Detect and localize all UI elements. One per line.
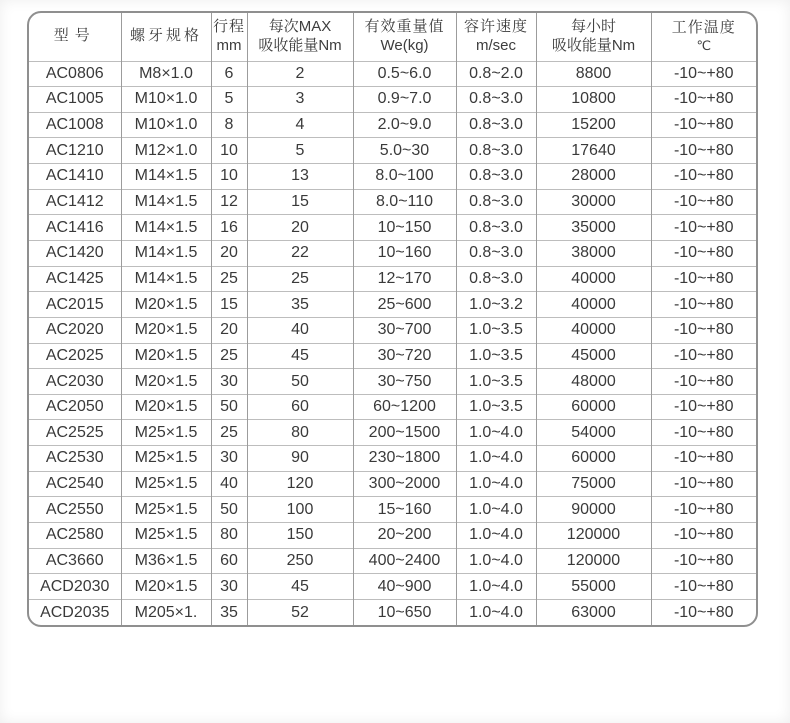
- table-cell: -10~+80: [651, 164, 756, 190]
- table-row: [29, 599, 756, 625]
- table-cell: 1.0~4.0: [456, 523, 536, 549]
- table-cell: 35: [211, 599, 247, 625]
- spec-table-head: [29, 13, 756, 61]
- table-cell: M205×1.: [121, 599, 211, 625]
- table-cell: M25×1.5: [121, 497, 211, 523]
- table-cell: 25: [247, 266, 353, 292]
- table-cell: AC2025: [29, 343, 121, 369]
- table-cell: 1.0~3.5: [456, 394, 536, 420]
- table-cell: AC2540: [29, 471, 121, 497]
- table-cell: 13: [247, 164, 353, 190]
- table-cell: 1.0~4.0: [456, 471, 536, 497]
- column-header-model: [29, 13, 121, 61]
- table-cell: 30: [211, 574, 247, 600]
- table-cell: 1.0~4.0: [456, 497, 536, 523]
- table-cell: 35000: [536, 215, 651, 241]
- table-row: [29, 317, 756, 343]
- table-cell: -10~+80: [651, 420, 756, 446]
- table-cell: 8: [211, 112, 247, 138]
- table-cell: 30~700: [353, 317, 456, 343]
- table-cell: AC0806: [29, 61, 121, 87]
- table-cell: -10~+80: [651, 189, 756, 215]
- table-cell: 40: [211, 471, 247, 497]
- table-cell: -10~+80: [651, 266, 756, 292]
- table-cell: 2: [247, 61, 353, 87]
- table-row: [29, 523, 756, 549]
- table-cell: -10~+80: [651, 574, 756, 600]
- table-cell: 25: [211, 420, 247, 446]
- table-cell: 30: [211, 446, 247, 472]
- table-cell: 30~720: [353, 343, 456, 369]
- table-cell: 54000: [536, 420, 651, 446]
- column-header-thread_spec: [121, 13, 211, 61]
- column-header-line: 容许速度: [463, 18, 528, 35]
- table-cell: M10×1.0: [121, 112, 211, 138]
- table-cell: M10×1.0: [121, 87, 211, 113]
- table-cell: AC1008: [29, 112, 121, 138]
- table-cell: 0.5~6.0: [353, 61, 456, 87]
- table-cell: 60: [247, 394, 353, 420]
- table-cell: 0.8~3.0: [456, 240, 536, 266]
- table-cell: 38000: [536, 240, 651, 266]
- table-cell: 20: [211, 317, 247, 343]
- table-cell: 75000: [536, 471, 651, 497]
- table-row: [29, 497, 756, 523]
- table-cell: 40: [247, 317, 353, 343]
- table-cell: 60000: [536, 394, 651, 420]
- table-cell: -10~+80: [651, 317, 756, 343]
- table-cell: 52: [247, 599, 353, 625]
- table-cell: 10~150: [353, 215, 456, 241]
- table-cell: 45000: [536, 343, 651, 369]
- table-cell: -10~+80: [651, 446, 756, 472]
- table-cell: 50: [211, 394, 247, 420]
- table-cell: 10: [211, 164, 247, 190]
- spec-table: [29, 13, 756, 625]
- column-header-line: ℃: [696, 38, 712, 53]
- column-header-line: 型号: [53, 27, 96, 45]
- table-cell: AC2530: [29, 446, 121, 472]
- table-cell: -10~+80: [651, 292, 756, 318]
- table-cell: 15: [211, 292, 247, 318]
- table-cell: 60~1200: [353, 394, 456, 420]
- table-cell: 45: [247, 343, 353, 369]
- table-cell: 1.0~4.0: [456, 599, 536, 625]
- table-cell: AC2050: [29, 394, 121, 420]
- table-cell: 50: [211, 497, 247, 523]
- table-cell: 1.0~4.0: [456, 420, 536, 446]
- table-cell: 1.0~4.0: [456, 574, 536, 600]
- table-cell: M14×1.5: [121, 189, 211, 215]
- table-row: [29, 292, 756, 318]
- table-cell: AC1005: [29, 87, 121, 113]
- table-cell: 10~650: [353, 599, 456, 625]
- table-cell: -10~+80: [651, 112, 756, 138]
- table-cell: 2.0~9.0: [353, 112, 456, 138]
- table-cell: M12×1.0: [121, 138, 211, 164]
- table-row: [29, 112, 756, 138]
- table-cell: -10~+80: [651, 215, 756, 241]
- table-cell: 5: [211, 87, 247, 113]
- table-cell: 8.0~110: [353, 189, 456, 215]
- table-row: [29, 189, 756, 215]
- table-cell: 12: [211, 189, 247, 215]
- table-cell: M20×1.5: [121, 394, 211, 420]
- table-cell: AC2020: [29, 317, 121, 343]
- table-cell: 80: [211, 523, 247, 549]
- table-cell: AC3660: [29, 548, 121, 574]
- column-header-max_energy_per_cycle_nm: [247, 13, 353, 61]
- table-row: [29, 446, 756, 472]
- table-cell: M14×1.5: [121, 266, 211, 292]
- spec-table-container: [27, 11, 758, 627]
- table-cell: -10~+80: [651, 240, 756, 266]
- table-cell: 120000: [536, 523, 651, 549]
- table-cell: M25×1.5: [121, 523, 211, 549]
- table-row: [29, 240, 756, 266]
- table-cell: M20×1.5: [121, 343, 211, 369]
- table-cell: 1.0~4.0: [456, 446, 536, 472]
- table-cell: AC1425: [29, 266, 121, 292]
- table-cell: 4: [247, 112, 353, 138]
- table-cell: 20~200: [353, 523, 456, 549]
- table-cell: AC2550: [29, 497, 121, 523]
- table-cell: 45: [247, 574, 353, 600]
- table-cell: 28000: [536, 164, 651, 190]
- column-header-energy_per_hour_nm: [536, 13, 651, 61]
- table-cell: 55000: [536, 574, 651, 600]
- table-row: [29, 394, 756, 420]
- table-cell: M14×1.5: [121, 164, 211, 190]
- table-cell: M20×1.5: [121, 369, 211, 395]
- table-cell: 1.0~3.5: [456, 343, 536, 369]
- table-row: [29, 87, 756, 113]
- table-cell: AC1420: [29, 240, 121, 266]
- table-cell: -10~+80: [651, 87, 756, 113]
- table-cell: 20: [211, 240, 247, 266]
- table-cell: 90: [247, 446, 353, 472]
- table-cell: M20×1.5: [121, 574, 211, 600]
- table-cell: 63000: [536, 599, 651, 625]
- column-header-allowable_speed_m_sec: [456, 13, 536, 61]
- table-cell: 22: [247, 240, 353, 266]
- table-cell: 0.8~3.0: [456, 266, 536, 292]
- table-row: [29, 266, 756, 292]
- column-header-line: m/sec: [475, 36, 516, 54]
- column-header-line: 行程: [212, 18, 245, 35]
- table-cell: 1.0~3.5: [456, 317, 536, 343]
- table-cell: 120: [247, 471, 353, 497]
- table-cell: 30000: [536, 189, 651, 215]
- table-cell: 90000: [536, 497, 651, 523]
- table-row: [29, 369, 756, 395]
- table-cell: 3: [247, 87, 353, 113]
- table-cell: 48000: [536, 369, 651, 395]
- table-row: [29, 420, 756, 446]
- table-cell: -10~+80: [651, 471, 756, 497]
- column-header-line: 每次MAX: [268, 18, 332, 35]
- table-cell: 1.0~4.0: [456, 548, 536, 574]
- table-cell: AC1416: [29, 215, 121, 241]
- table-cell: 17640: [536, 138, 651, 164]
- table-row: [29, 138, 756, 164]
- table-cell: 25~600: [353, 292, 456, 318]
- table-cell: 40000: [536, 292, 651, 318]
- table-cell: 1.0~3.2: [456, 292, 536, 318]
- table-cell: 8.0~100: [353, 164, 456, 190]
- table-row: [29, 548, 756, 574]
- table-cell: AC2030: [29, 369, 121, 395]
- table-cell: 25: [211, 266, 247, 292]
- table-cell: 0.9~7.0: [353, 87, 456, 113]
- table-cell: 0.8~3.0: [456, 138, 536, 164]
- table-cell: 50: [247, 369, 353, 395]
- table-cell: 0.8~3.0: [456, 164, 536, 190]
- table-cell: 400~2400: [353, 548, 456, 574]
- table-cell: AC1210: [29, 138, 121, 164]
- table-cell: 5.0~30: [353, 138, 456, 164]
- table-cell: 200~1500: [353, 420, 456, 446]
- table-cell: -10~+80: [651, 599, 756, 625]
- column-header-stroke_mm: [211, 13, 247, 61]
- table-cell: 300~2000: [353, 471, 456, 497]
- table-cell: 40000: [536, 266, 651, 292]
- table-cell: AC2015: [29, 292, 121, 318]
- table-row: [29, 164, 756, 190]
- table-cell: -10~+80: [651, 548, 756, 574]
- table-cell: 0.8~3.0: [456, 215, 536, 241]
- table-row: [29, 574, 756, 600]
- table-cell: -10~+80: [651, 523, 756, 549]
- table-row: [29, 471, 756, 497]
- table-cell: M14×1.5: [121, 240, 211, 266]
- table-cell: -10~+80: [651, 394, 756, 420]
- column-header-line: mm: [216, 36, 242, 54]
- table-cell: -10~+80: [651, 61, 756, 87]
- header-row: [29, 13, 756, 61]
- table-cell: 100: [247, 497, 353, 523]
- table-cell: M20×1.5: [121, 317, 211, 343]
- spec-table-body: [29, 61, 756, 625]
- table-cell: M36×1.5: [121, 548, 211, 574]
- table-cell: M25×1.5: [121, 446, 211, 472]
- table-cell: 10~160: [353, 240, 456, 266]
- table-cell: 15: [247, 189, 353, 215]
- column-header-line: 有效重量值: [364, 18, 445, 35]
- table-cell: ACD2030: [29, 574, 121, 600]
- column-header-line: 吸收能量Nm: [258, 36, 342, 54]
- table-cell: -10~+80: [651, 138, 756, 164]
- table-cell: 120000: [536, 548, 651, 574]
- table-cell: 0.8~2.0: [456, 61, 536, 87]
- table-cell: AC1412: [29, 189, 121, 215]
- column-header-line: 螺牙规格: [129, 27, 202, 45]
- table-cell: 60: [211, 548, 247, 574]
- table-cell: 80: [247, 420, 353, 446]
- column-header-line: 工作温度: [671, 19, 736, 37]
- table-cell: 15~160: [353, 497, 456, 523]
- table-cell: 40~900: [353, 574, 456, 600]
- table-row: [29, 61, 756, 87]
- table-cell: 150: [247, 523, 353, 549]
- table-cell: AC2525: [29, 420, 121, 446]
- table-cell: 60000: [536, 446, 651, 472]
- table-cell: 0.8~3.0: [456, 87, 536, 113]
- table-cell: 1.0~3.5: [456, 369, 536, 395]
- table-cell: 230~1800: [353, 446, 456, 472]
- table-row: [29, 343, 756, 369]
- table-cell: 15200: [536, 112, 651, 138]
- table-cell: 6: [211, 61, 247, 87]
- table-cell: 30: [211, 369, 247, 395]
- table-cell: 5: [247, 138, 353, 164]
- table-cell: -10~+80: [651, 343, 756, 369]
- table-cell: 12~170: [353, 266, 456, 292]
- table-cell: 250: [247, 548, 353, 574]
- table-cell: 25: [211, 343, 247, 369]
- table-cell: 0.8~3.0: [456, 189, 536, 215]
- table-cell: 10: [211, 138, 247, 164]
- column-header-line: 每小时: [570, 18, 616, 35]
- table-cell: M8×1.0: [121, 61, 211, 87]
- table-cell: 35: [247, 292, 353, 318]
- table-cell: AC2580: [29, 523, 121, 549]
- table-cell: 0.8~3.0: [456, 112, 536, 138]
- column-header-effective_weight_we_kg: [353, 13, 456, 61]
- table-cell: 20: [247, 215, 353, 241]
- column-header-line: We(kg): [380, 36, 429, 54]
- table-cell: 10800: [536, 87, 651, 113]
- column-header-working_temp_c: [651, 13, 756, 61]
- table-cell: M14×1.5: [121, 215, 211, 241]
- table-cell: M25×1.5: [121, 420, 211, 446]
- table-cell: M25×1.5: [121, 471, 211, 497]
- table-row: [29, 215, 756, 241]
- column-header-line: 吸收能量Nm: [551, 36, 636, 54]
- table-cell: AC1410: [29, 164, 121, 190]
- table-cell: -10~+80: [651, 369, 756, 395]
- table-cell: ACD2035: [29, 599, 121, 625]
- table-cell: 8800: [536, 61, 651, 87]
- table-cell: 16: [211, 215, 247, 241]
- table-cell: 30~750: [353, 369, 456, 395]
- table-cell: 40000: [536, 317, 651, 343]
- table-cell: M20×1.5: [121, 292, 211, 318]
- table-cell: -10~+80: [651, 497, 756, 523]
